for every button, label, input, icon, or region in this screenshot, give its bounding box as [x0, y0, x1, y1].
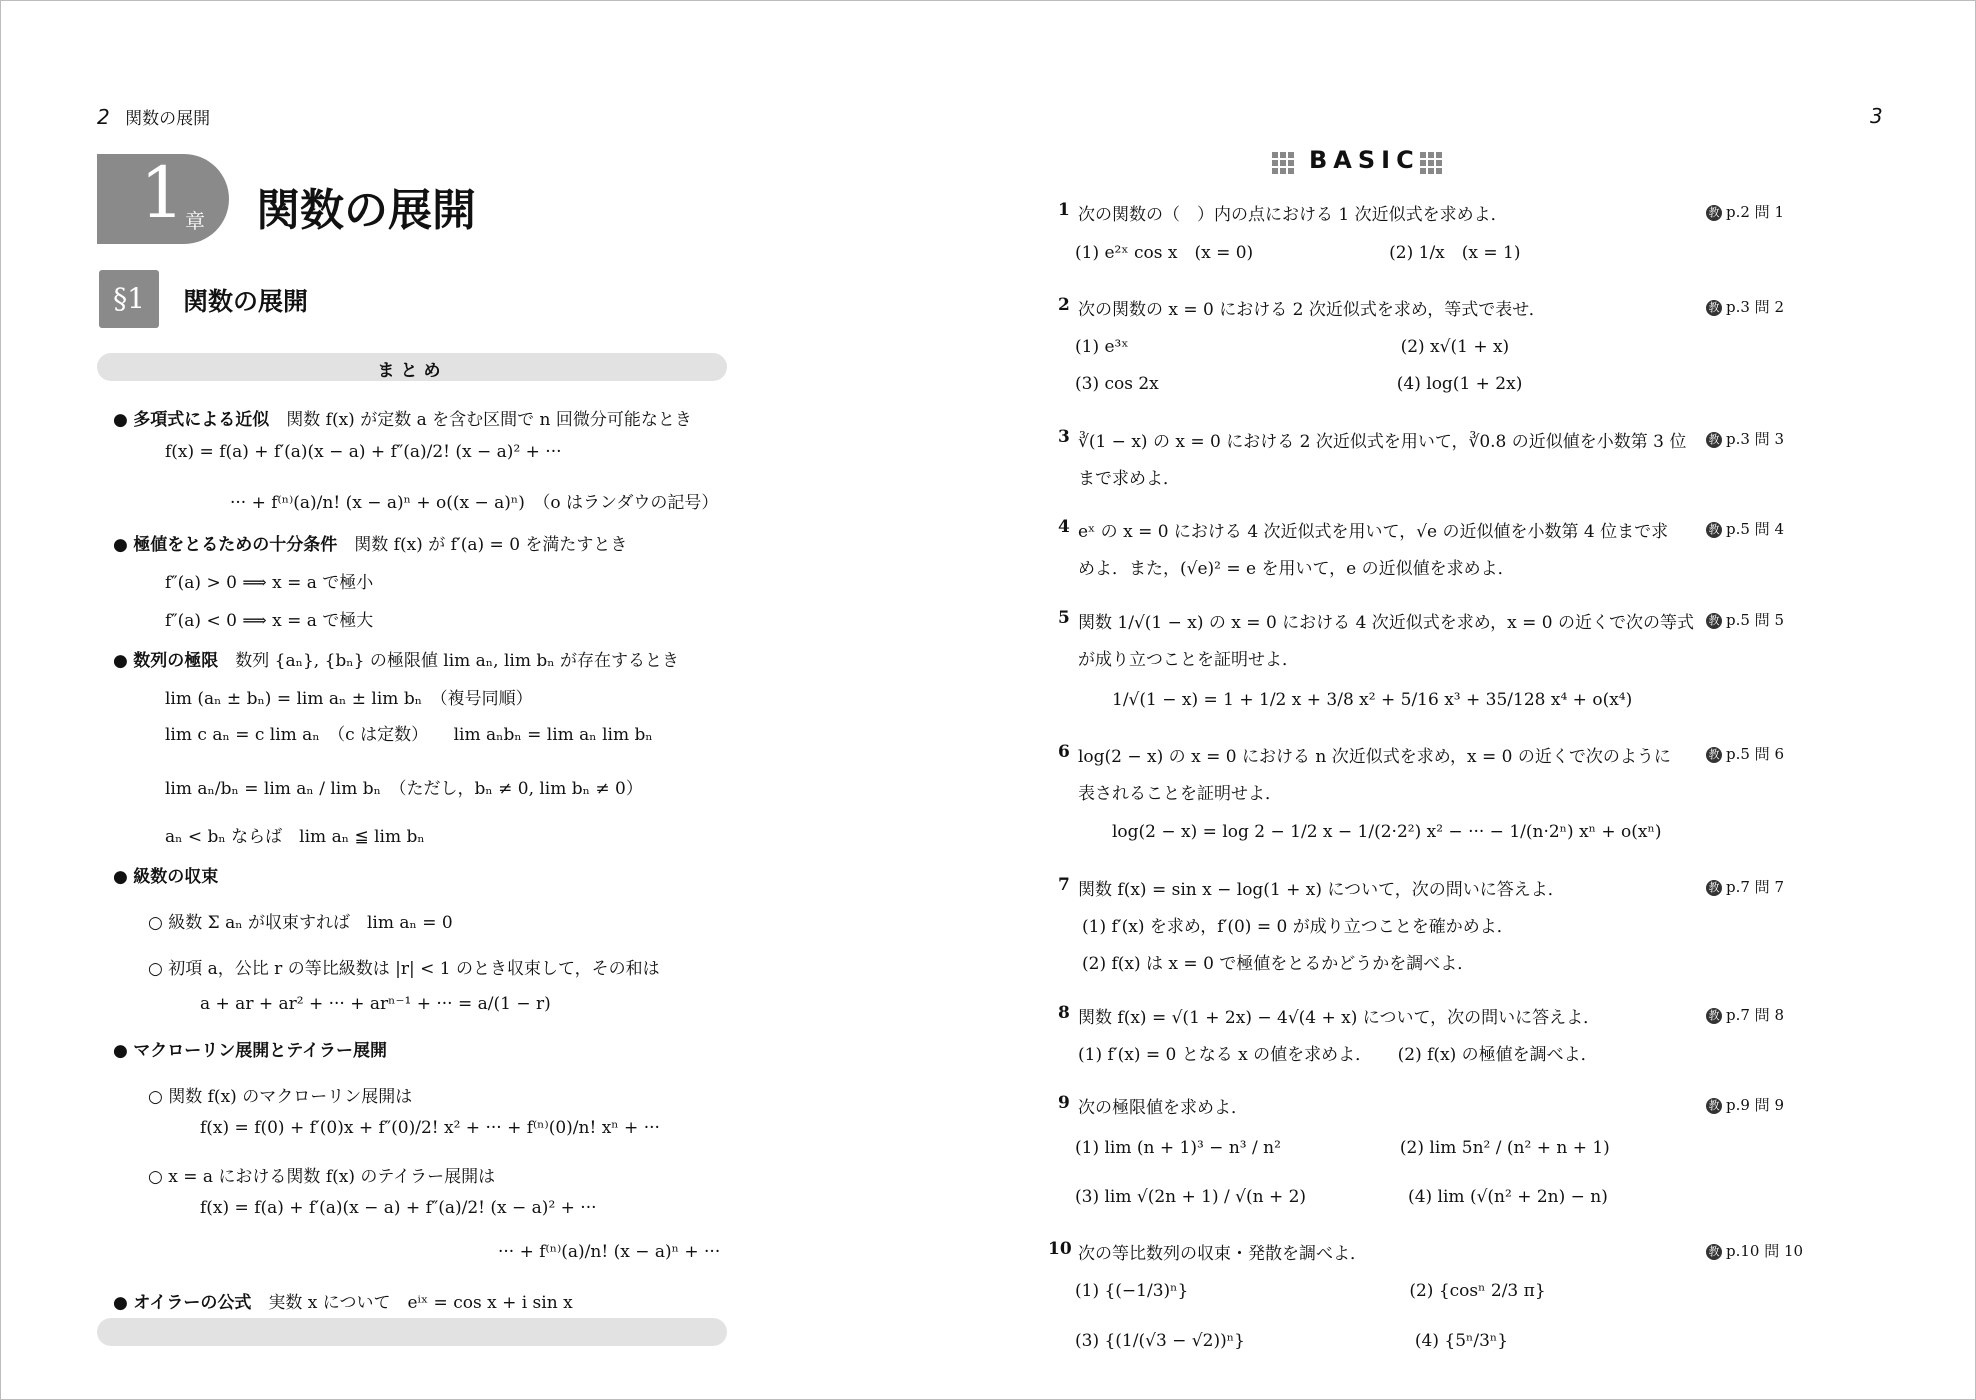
- summary-line: ● 数列の極限 数列 {aₙ}, {bₙ} の極限値 lim aₙ, lim bₙ が存在するとき: [113, 651, 679, 671]
- problem-line: 次の関数の（ ）内の点における 1 次近似式を求めよ．: [1078, 205, 1508, 225]
- problem-line: (3) lim √(2n + 1) / √(n + 2) (4) lim (√(n² + 2n) − n): [1075, 1187, 1608, 1207]
- problem-line: log(2 − x) の x = 0 における n 次近似式を求め，x = 0 の近くで次のように: [1078, 747, 1671, 767]
- summary-label: まとめ: [377, 361, 447, 381]
- problem-number: 10: [1048, 1239, 1072, 1259]
- textbook-reference: 教 p.10 問 10: [1706, 1240, 1803, 1261]
- problem-line: (1) lim (n + 1)³ − n³ / n² (2) lim 5n² / (n² + n + 1): [1075, 1138, 1610, 1158]
- problem-number: 3: [1058, 427, 1070, 447]
- summary-line: lim (aₙ ± bₙ) = lim aₙ ± lim bₙ （複号同順）: [165, 689, 533, 709]
- problem-line: log(2 − x) = log 2 − 1/2 x − 1/(2·2²) x² − ··· − 1/(n·2ⁿ) xⁿ + o(xⁿ): [1112, 822, 1662, 842]
- problem-line: (2) f(x) は x = 0 で極値をとるかどうかを調べよ．: [1082, 954, 1475, 974]
- running-title: 関数の展開: [125, 109, 211, 129]
- summary-line: ○ 初項 a，公比 r の等比級数は |r| < 1 のとき収束して，その和は: [148, 959, 660, 979]
- problem-line: めよ．また，(√e)² = e を用いて，e の近似値を求めよ．: [1078, 559, 1515, 579]
- problem-number: 2: [1058, 295, 1070, 315]
- chapter-number: 1: [140, 152, 185, 234]
- section-title: 関数の展開: [183, 287, 309, 316]
- problem-line: 関数 1/√(1 − x) の x = 0 における 4 次近似式を求め，x = 0 の近くで次の等式: [1078, 613, 1694, 633]
- chapter-title: 関数の展開: [256, 185, 476, 236]
- right-page-number: 3: [1870, 104, 1883, 128]
- textbook-reference: 教 p.7 問 7: [1706, 876, 1784, 897]
- problem-line: (1) {(−1/3)ⁿ} (2) {cosⁿ 2/3 π}: [1075, 1281, 1546, 1301]
- problem-line: が成り立つことを証明せよ．: [1078, 650, 1299, 670]
- grid-icon: [1420, 152, 1442, 174]
- summary-line: lim c aₙ = c lim aₙ （c は定数） lim aₙbₙ = lim aₙ lim bₙ: [165, 725, 653, 745]
- basic-label: BASIC: [1309, 146, 1420, 174]
- problem-line: ∛(1 − x) の x = 0 における 2 次近似式を用いて，∛0.8 の近似値を小数第 3 位: [1078, 432, 1687, 452]
- problem-line: (3) cos 2x (4) log(1 + 2x): [1075, 374, 1523, 394]
- textbook-reference: 教 p.9 問 9: [1706, 1094, 1784, 1115]
- summary-line: f″(a) > 0 ⟹ x = a で極小: [165, 573, 374, 593]
- problem-line: 表されることを証明せよ．: [1078, 784, 1282, 804]
- basic-heading: [1272, 146, 1447, 180]
- problem-line: 次の極限値を求めよ．: [1078, 1098, 1248, 1118]
- summary-line: f(x) = f(a) + f′(a)(x − a) + f″(a)/2! (x − a)² + ···: [165, 442, 562, 462]
- problem-number: 4: [1058, 517, 1070, 537]
- page-number: 2: [97, 105, 110, 129]
- problem-number: 6: [1058, 742, 1070, 762]
- section-badge: §1: [99, 270, 159, 328]
- problem-number: 7: [1058, 875, 1070, 895]
- summary-bar: [97, 353, 727, 381]
- problem-line: (1) f′(x) を求め，f′(0) = 0 が成り立つことを確かめよ．: [1082, 917, 1514, 937]
- problem-line: eˣ の x = 0 における 4 次近似式を用いて，√e の近似値を小数第 4 位まで求: [1078, 522, 1669, 542]
- problem-line: (1) e³ˣ (2) x√(1 + x): [1075, 337, 1510, 357]
- problem-number: 9: [1058, 1093, 1070, 1113]
- summary-line: ● 多項式による近似 関数 f(x) が定数 a を含む区間で n 回微分可能なとき: [113, 410, 692, 430]
- textbook-reference: 教 p.3 問 3: [1706, 428, 1784, 449]
- grid-icon: [1272, 152, 1294, 174]
- textbook-reference: 教 p.5 問 4: [1706, 518, 1784, 539]
- textbook-reference: 教 p.2 問 1: [1706, 201, 1784, 222]
- problem-line: (1) f′(x) = 0 となる x の値を求めよ． (2) f(x) の極値を調べよ．: [1078, 1045, 1598, 1065]
- problem-line: 次の等比数列の収束・発散を調べよ．: [1078, 1244, 1367, 1264]
- textbook-reference: 教 p.3 問 2: [1706, 296, 1784, 317]
- summary-line: ○ x = a における関数 f(x) のテイラー展開は: [148, 1167, 496, 1187]
- summary-line: f(x) = f(a) + f′(a)(x − a) + f″(a)/2! (x − a)² + ···: [200, 1198, 597, 1218]
- textbook-reference: 教 p.7 問 8: [1706, 1004, 1784, 1025]
- summary-line: ··· + f⁽ⁿ⁾(a)/n! (x − a)ⁿ + o((x − a)ⁿ) （o はランダウの記号）: [230, 493, 719, 513]
- problem-line: (1) e²ˣ cos x (x = 0) (2) 1/x (x = 1): [1075, 243, 1521, 263]
- textbook-reference: 教 p.5 問 5: [1706, 609, 1784, 630]
- problem-line: 1/√(1 − x) = 1 + 1/2 x + 3/8 x² + 5/16 x³ + 35/128 x⁴ + o(x⁴): [1112, 690, 1633, 710]
- summary-line: ● マクローリン展開とテイラー展開: [113, 1041, 388, 1061]
- summary-line: a + ar + ar² + ··· + arⁿ⁻¹ + ··· = a/(1 − r): [200, 994, 551, 1014]
- running-head: [97, 104, 210, 129]
- summary-line: ● オイラーの公式 実数 x について eⁱˣ = cos x + i sin x: [113, 1293, 573, 1313]
- problem-line: 次の関数の x = 0 における 2 次近似式を求め，等式で表せ．: [1078, 300, 1546, 320]
- summary-line: ○ 級数 Σ aₙ が収束すれば lim aₙ = 0: [148, 913, 453, 933]
- summary-line: lim aₙ/bₙ = lim aₙ / lim bₙ （ただし，bₙ ≠ 0, lim bₙ ≠ 0）: [165, 779, 643, 799]
- problem-number: 8: [1058, 1003, 1070, 1023]
- summary-bottom-bar: [97, 1318, 727, 1346]
- problem-line: 関数 f(x) = √(1 + 2x) − 4√(4 + x) について，次の問いに答えよ．: [1078, 1008, 1601, 1028]
- problem-number: 5: [1058, 608, 1070, 628]
- textbook-reference: 教 p.5 問 6: [1706, 743, 1784, 764]
- problem-number: 1: [1058, 200, 1070, 220]
- summary-line: ··· + f⁽ⁿ⁾(a)/n! (x − a)ⁿ + ···: [498, 1242, 721, 1262]
- summary-line: f(x) = f(0) + f′(0)x + f″(0)/2! x² + ··· + f⁽ⁿ⁾(0)/n! xⁿ + ···: [200, 1118, 660, 1138]
- problem-line: 関数 f(x) = sin x − log(1 + x) について，次の問いに答えよ．: [1078, 880, 1565, 900]
- summary-line: f″(a) < 0 ⟹ x = a で極大: [165, 611, 374, 631]
- summary-line: ○ 関数 f(x) のマクローリン展開は: [148, 1087, 413, 1107]
- problem-line: まで求めよ．: [1078, 469, 1180, 489]
- problem-line: (3) {(1/(√3 − √2))ⁿ} (4) {5ⁿ/3ⁿ}: [1075, 1331, 1509, 1351]
- summary-line: ● 極値をとるための十分条件 関数 f(x) が f′(a) = 0 を満たすとき: [113, 535, 628, 555]
- summary-line: ● 級数の収束: [113, 867, 219, 887]
- summary-line: aₙ < bₙ ならば lim aₙ ≦ lim bₙ: [165, 827, 425, 847]
- chapter-label: 章: [185, 209, 205, 233]
